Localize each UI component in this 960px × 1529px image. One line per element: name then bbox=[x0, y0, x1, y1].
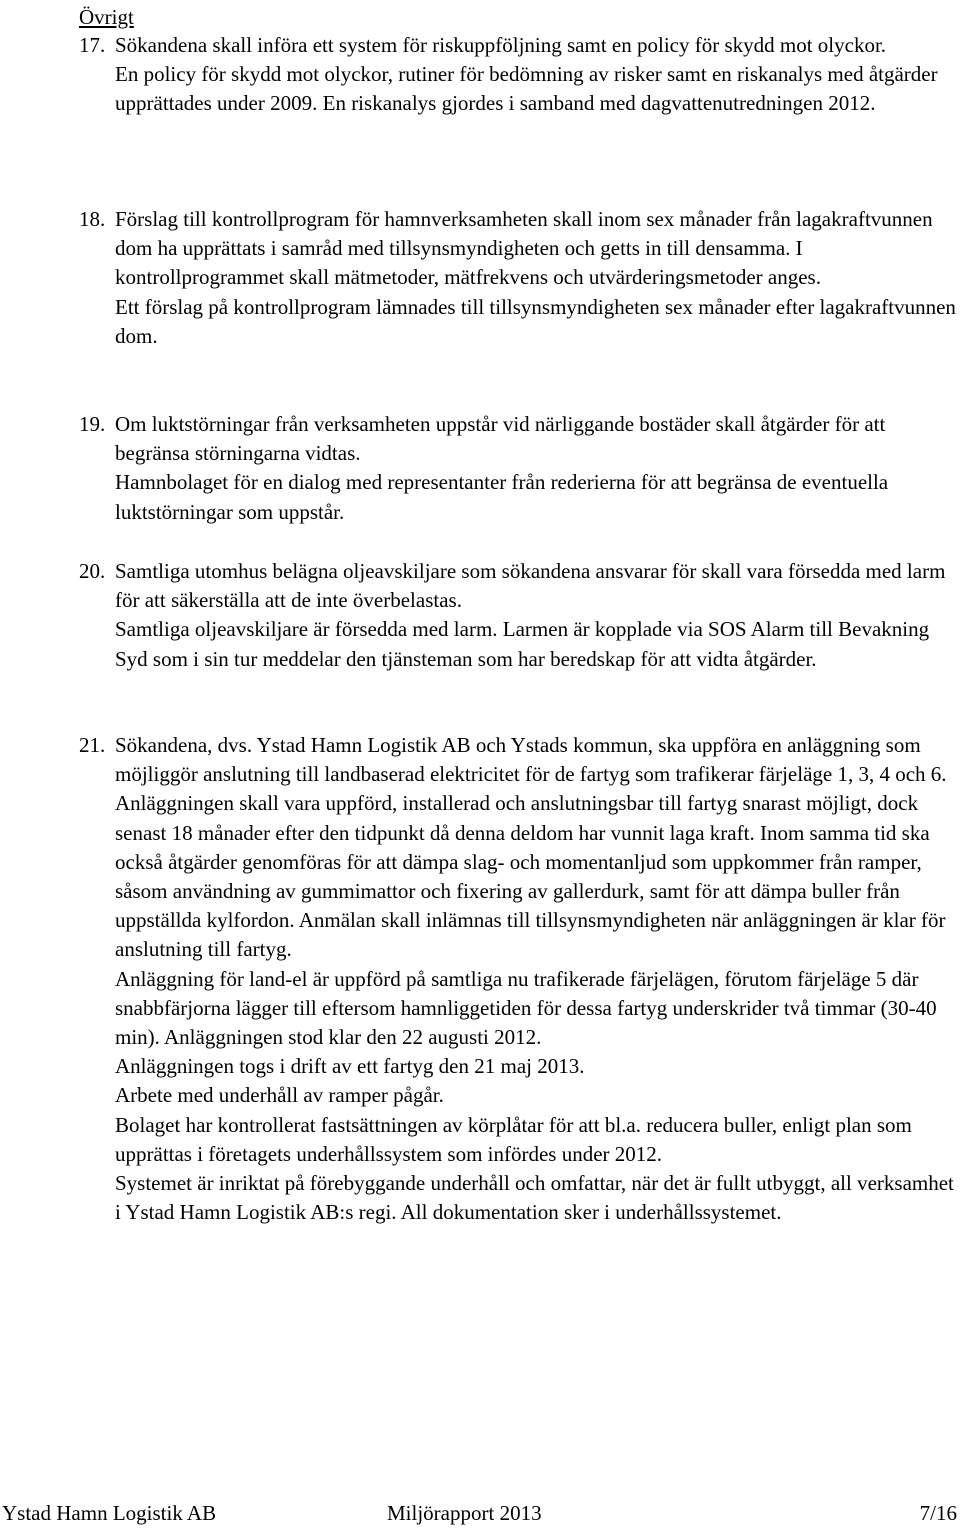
item-paragraph: Sökandena skall införa ett system för riskuppföljning samt en policy för skydd mot olyckor. bbox=[115, 33, 887, 57]
item-paragraph: Sökandena, dvs. Ystad Hamn Logistik AB och Ystads kommun, ska uppföra en anläggning som möjliggör anslutning till landbaserad elektricitet för de fartyg som trafikerar färjeläge 1, 3, 4 och 6. Anläggningen skall vara uppförd, installerad och anslutningsbar till fartyg snarast möjligt, dock senast 18 månader efter den tidpunkt då denna deldom har vunnit laga kraft. Inom samma tid ska också åtgärder genomföras för att dämpa slag- och momentanljud som uppkommer från ramper, såsom användning av gummimattor och fixering av gallerdurk, samt för att dämpa buller från uppställda kylfordon. Anmälan skall inlämnas till tillsynsmyndigheten när anläggningen är klar för anslutning till fartyg. bbox=[115, 733, 947, 962]
list-item bbox=[79, 557, 959, 674]
item-body bbox=[115, 205, 959, 351]
item-paragraph: Ett förslag på kontrollprogram lämnades till tillsynsmyndigheten sex månader efter lagakraftvunnen dom. bbox=[115, 294, 956, 348]
item-number: 20. bbox=[79, 559, 106, 583]
item-paragraph: Samtliga oljeavskiljare är försedda med larm. Larmen är kopplade via SOS Alarm till Bevakning Syd som i sin tur meddelar den tjänsteman som har beredskap för att vidta åtgärder. bbox=[115, 617, 930, 671]
item-number: 18. bbox=[79, 207, 106, 231]
list-item bbox=[79, 731, 959, 1227]
item-body bbox=[115, 731, 959, 1227]
item-paragraph: Anläggning för land-el är uppförd på samtliga nu trafikerade färjelägen, förutom färjeläge 5 där snabbfärjorna lägger till eftersom hamnliggetiden för dessa fartyg underskrider två timmar (30-40 min). Anläggningen stod klar den 22 augusti 2012. bbox=[115, 966, 937, 1050]
section-heading: Övrigt bbox=[79, 5, 134, 29]
page-footer bbox=[0, 1499, 960, 1529]
item-body bbox=[115, 31, 959, 119]
item-number: 17. bbox=[79, 33, 106, 57]
footer-page-number: 7/16 bbox=[919, 1501, 957, 1525]
item-body bbox=[115, 557, 959, 674]
item-paragraph: Samtliga utomhus belägna oljeavskiljare som sökandena ansvarar för skall vara försedda med larm för att säkerställa att de inte överbelastas. bbox=[115, 559, 946, 613]
item-body bbox=[115, 410, 959, 527]
item-paragraph: Förslag till kontrollprogram för hamnverksamheten skall inom sex månader från lagakraftvunnen dom ha upprättats i samråd med tillsynsmyndigheten och getts in till densamma. I kontrollprogrammet skall mätmetoder, mätfrekvens och utvärderingsmetoder anges. bbox=[115, 207, 933, 290]
item-paragraph: Bolaget har kontrollerat fastsättningen av körplåtar för att bl.a. reducera buller, enligt plan som upprättas i företagets underhållssystem som infördes under 2012. bbox=[115, 1112, 912, 1166]
footer-company: Ystad Hamn Logistik AB bbox=[2, 1501, 217, 1525]
item-paragraph: Anläggningen togs i drift av ett fartyg den 21 maj 2013. bbox=[115, 1054, 585, 1079]
item-number: 19. bbox=[79, 412, 106, 436]
list-item bbox=[79, 410, 959, 527]
item-paragraph: Hamnbolaget för en dialog med representanter från rederierna för att begränsa de eventuella luktstörningar som uppstår. bbox=[115, 470, 889, 524]
list-item bbox=[79, 31, 959, 119]
item-number: 21. bbox=[79, 733, 106, 757]
list-item bbox=[79, 205, 959, 351]
item-paragraph: Arbete med underhåll av ramper pågår. bbox=[115, 1083, 444, 1108]
item-paragraph: En policy för skydd mot olyckor, rutiner för bedömning av risker samt en riskanalys med åtgärder upprättades under 2009. En riskanalys gjordes i samband med dagvattenutredningen 2012. bbox=[115, 62, 938, 116]
footer-report-title: Miljörapport 2013 bbox=[387, 1501, 542, 1525]
item-paragraph: Systemet är inriktat på förebyggande underhåll och omfattar, när det är fullt utbyggt, all verksamhet i Ystad Hamn Logistik AB:s regi. All dokumentation sker i underhållssystemet. bbox=[115, 1171, 954, 1225]
item-paragraph: Om luktstörningar från verksamheten uppstår vid närliggande bostäder skall åtgärder för att begränsa störningarna vidtas. bbox=[115, 412, 886, 466]
